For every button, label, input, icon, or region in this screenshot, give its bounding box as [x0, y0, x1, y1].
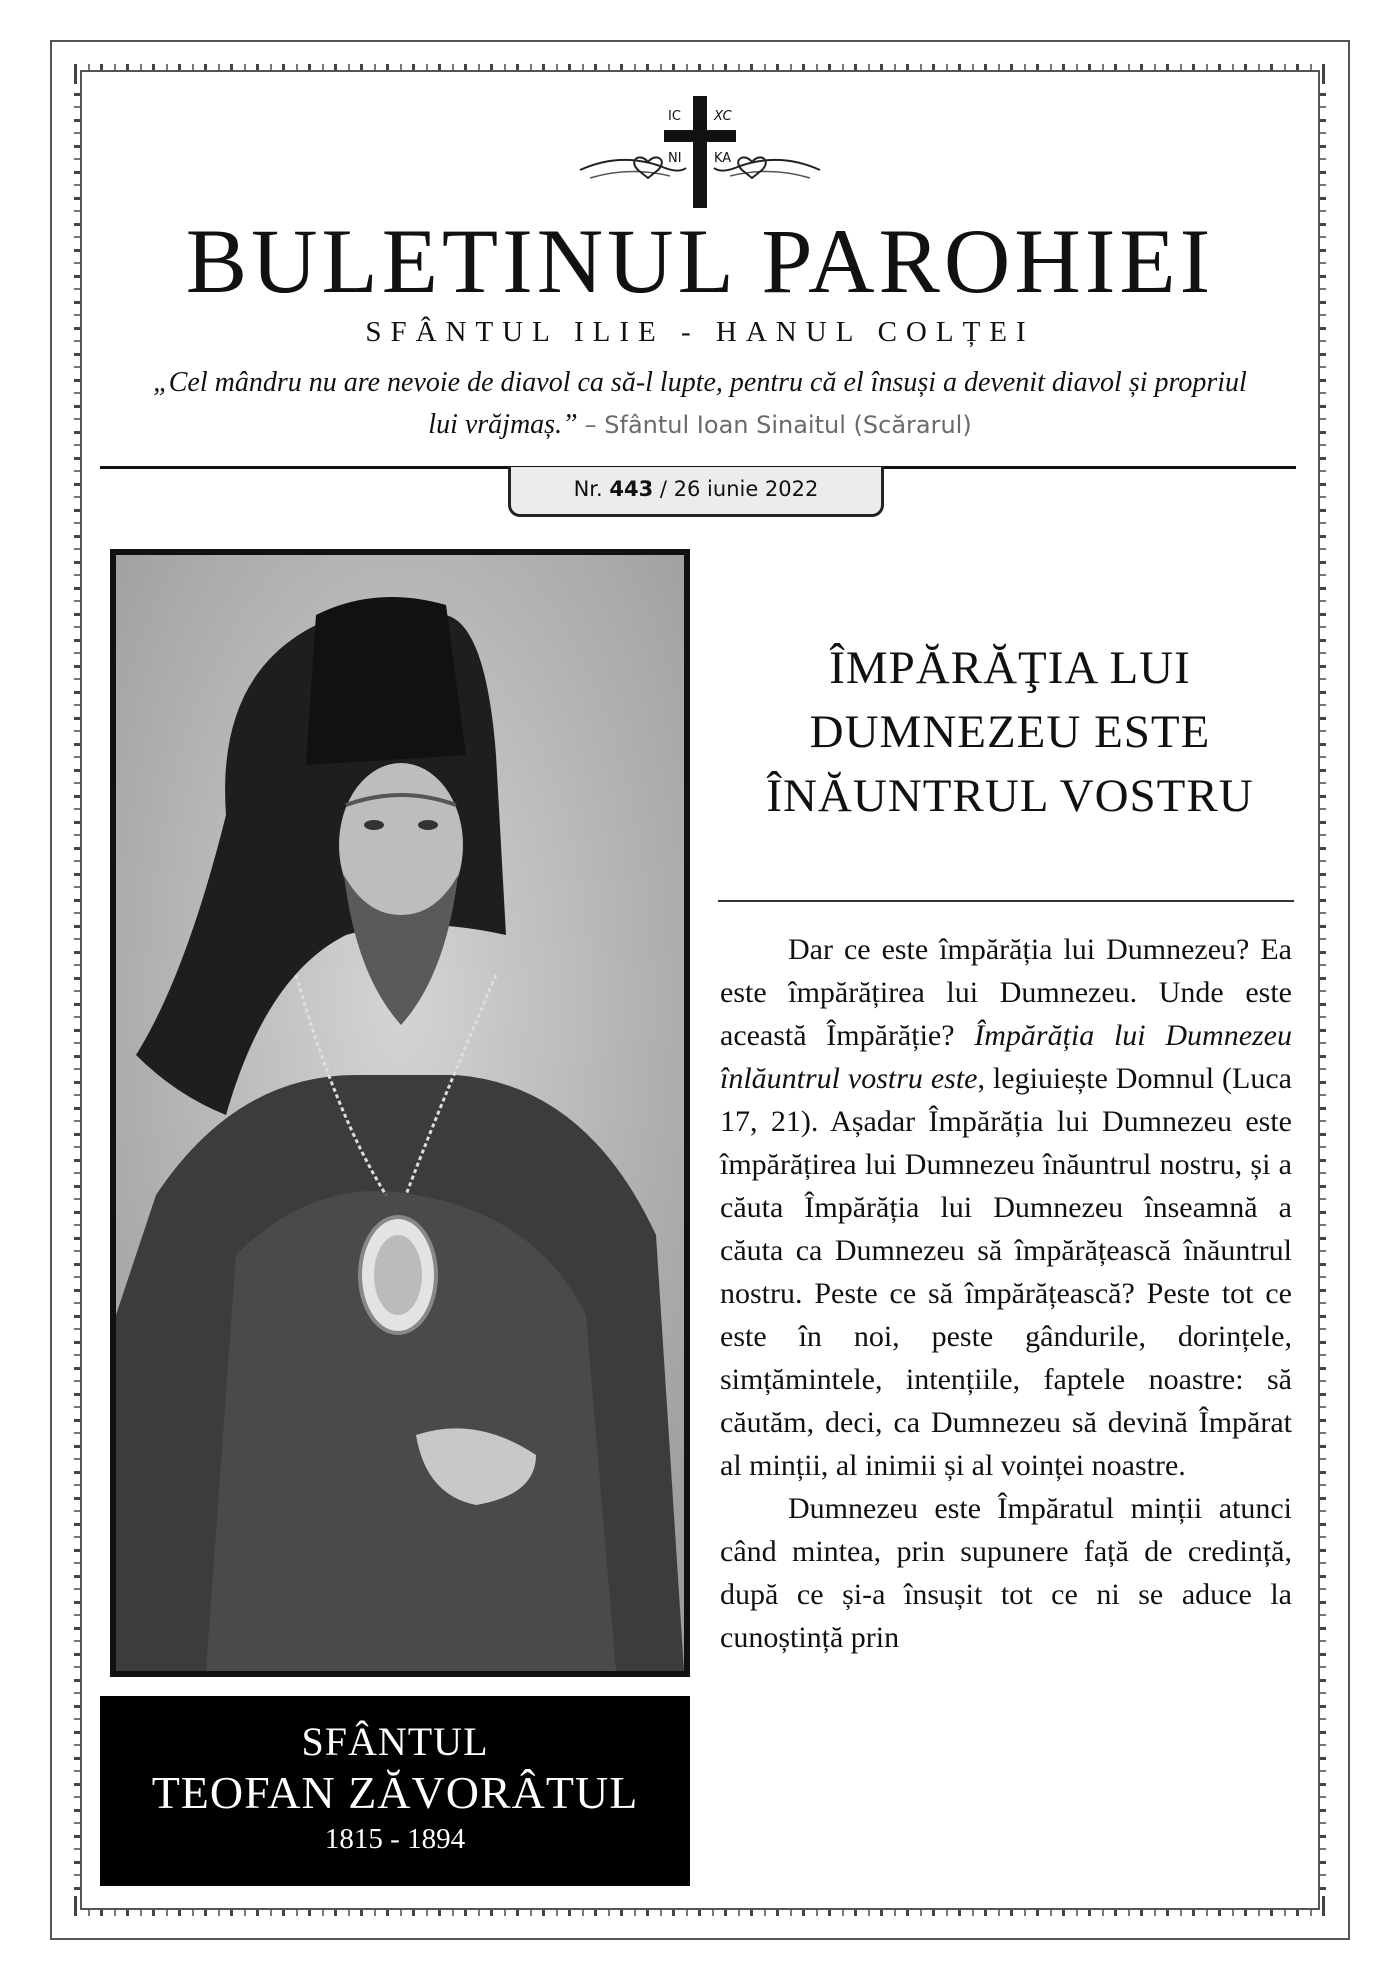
caption-years: 1815 - 1894: [324, 1823, 466, 1855]
masthead-subtitle: SFÂNTUL ILIE - HANUL COLȚEI: [365, 316, 1035, 348]
p1-scripture-quote: Împărăția lui Dumnezeu înlăuntrul vostru este: [720, 1019, 1292, 1095]
emblem-ni: NI: [668, 151, 682, 166]
header-quote: [140, 362, 1260, 446]
caption-saint-title: SFÂNTUL: [301, 1719, 489, 1764]
masthead-title: BULETINUL PAROHIEI: [185, 210, 1215, 312]
issue-prefix: Nr.: [573, 477, 603, 501]
emblem-ic: IC: [668, 109, 681, 124]
article-divider: [718, 900, 1294, 902]
issue-date: / 26 iunie 2022: [659, 477, 819, 501]
quote-author: – Sfântul Ioan Sinaitul (Scărarul): [584, 411, 972, 439]
emblem-ka: KA: [714, 151, 732, 166]
quote-text: „Cel mândru nu are nevoie de diavol ca să-l lupte, pentru că el însuși a devenit diavol și propriul lui vrăjmaș.”: [153, 367, 1247, 440]
portrait-frame: [110, 549, 690, 1677]
issue-number: 443: [609, 477, 654, 501]
saint-portrait-icon: [116, 555, 684, 1671]
p1-text-b: , legiuiește Domnul (Luca 17, 21). Așadar Împărăția lui Dumnezeu este împărățirea lui Dumnezeu înăuntrul nostru, și a căuta Împărăția lui Dumnezeu înseamnă a căuta ca Dumnezeu să împărățească înăuntrul nostru. Peste ce să împărățească? Peste tot ce este în noi, peste gândurile, dorințele, simțămintele, intențiile, faptele noastre: să căutăm, deci, ca Dumnezeu să devină Împărat al minții, al inimii și al voinței noastre.: [720, 1062, 1292, 1482]
p1-text-a: Dar ce este împărăția lui Dumnezeu? Ea este împărățirea lui Dumnezeu. Unde este această Împărăție?: [720, 933, 1292, 1052]
caption-saint-name: TEOFAN ZĂVORÂTUL: [151, 1767, 639, 1818]
portrait-caption: [100, 1696, 690, 1886]
orthodox-cross-icon: [560, 92, 840, 212]
article-body: [720, 928, 1292, 1659]
article-paragraph-1: [720, 928, 1292, 1487]
issue-badge: [508, 467, 884, 517]
emblem-xc: XC: [714, 109, 732, 124]
article-paragraph-2: Dumnezeu este Împăratul minții atunci când mintea, prin supunere față de credință, după ce și-a însușit tot ce ni se aduce la cunoștință prin: [720, 1492, 1292, 1654]
article-title: ÎMPĂRĂŢIA LUI DUMNEZEU ESTE ÎNĂUNTRUL VOSTRU: [766, 642, 1254, 822]
